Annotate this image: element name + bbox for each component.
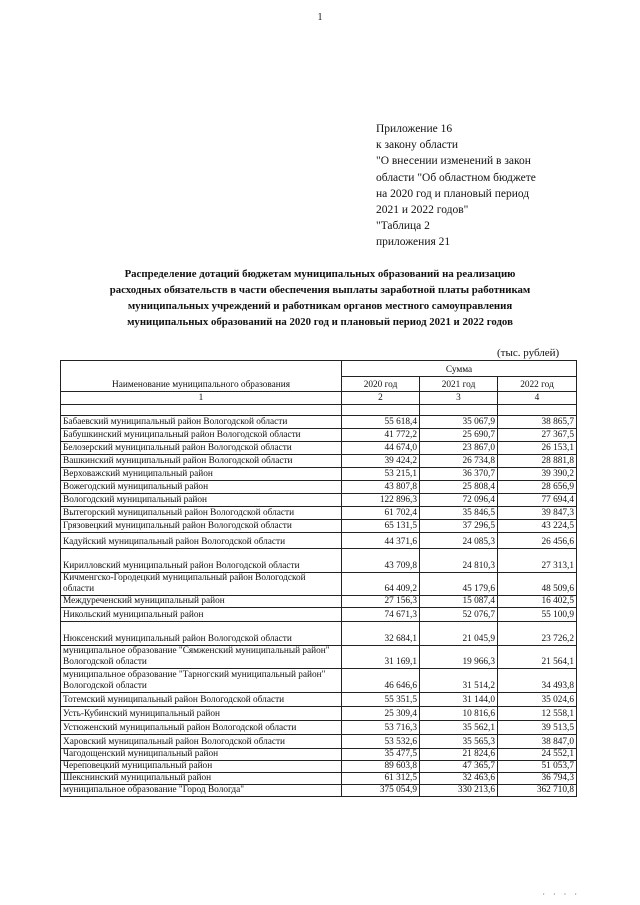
municipality-name: муниципальное образование "Тарногский муниципальный район" Вологодской области: [61, 669, 342, 693]
spacer-cell: [498, 405, 577, 416]
value-2021: 31 514,2: [420, 669, 498, 693]
appendix-line: "Таблица 2: [376, 220, 430, 233]
document-title: [50, 266, 590, 330]
value-2020: 122 896,3: [342, 494, 420, 507]
appendix-line: Приложение 16: [376, 123, 453, 135]
table-row: [61, 468, 577, 481]
value-2020: 41 772,2: [342, 429, 420, 442]
table-row: [61, 749, 577, 761]
appendix-line: к закону области: [376, 139, 459, 152]
value-2021: 24 085,3: [420, 533, 498, 549]
value-2020: 89 603,8: [342, 761, 420, 773]
page-number: 1: [317, 12, 323, 23]
value-2021: 24 810,3: [420, 549, 498, 573]
municipality-name: Кичменгско-Городецкий муниципальный район Вологодской области: [61, 573, 342, 596]
value-2022: 28 656,9: [498, 481, 577, 494]
value-2020: 55 351,5: [342, 693, 420, 707]
value-2020: 31 169,1: [342, 646, 420, 669]
value-2021: 35 067,9: [420, 416, 498, 429]
municipality-name: Белозерский муниципальный район Вологодской области: [61, 442, 342, 455]
value-2020: 46 646,6: [342, 669, 420, 693]
municipality-name: Бабаевский муниципальный район Вологодской области: [61, 416, 342, 429]
value-2020: 44 371,6: [342, 533, 420, 549]
municipality-name: Устюженский муниципальный район Вологодской области: [61, 721, 342, 735]
table-row: [61, 442, 577, 455]
value-2022: 16 402,5: [498, 596, 577, 608]
value-2021: 10 816,6: [420, 707, 498, 721]
value-2022: 38 847,0: [498, 735, 577, 749]
column-index: 2: [342, 392, 420, 405]
appendix-line: области "Об областном бюджете: [376, 171, 536, 184]
table-row: [61, 494, 577, 507]
value-2022: 21 564,1: [498, 646, 577, 669]
value-2022: 48 509,6: [498, 573, 577, 596]
municipality-name: Тотемский муниципальный район Вологодской области: [61, 693, 342, 707]
table-row: [61, 735, 577, 749]
value-2022: 39 513,5: [498, 721, 577, 735]
value-2022: 77 694,4: [498, 494, 577, 507]
appendix-line: "О внесении изменений в закон: [376, 155, 531, 168]
value-2021: 36 370,7: [420, 468, 498, 481]
table-row: [61, 549, 577, 573]
value-2021: 15 087,4: [420, 596, 498, 608]
value-2021: 21 045,9: [420, 622, 498, 646]
municipality-name: Никольский муниципальный район: [61, 608, 342, 622]
value-2022: 51 053,7: [498, 761, 577, 773]
value-2020: 65 131,5: [342, 520, 420, 533]
units-label: (тыс. рублей): [497, 347, 560, 359]
value-2020: 35 477,5: [342, 749, 420, 761]
column-index: 1: [61, 392, 342, 405]
table-row: [61, 707, 577, 721]
value-2021: 35 846,5: [420, 507, 498, 520]
appendix-line: приложения 21: [376, 236, 451, 249]
value-2020: 39 424,2: [342, 455, 420, 468]
value-2021: 47 365,7: [420, 761, 498, 773]
value-2021: 52 076,7: [420, 608, 498, 622]
value-2020: 53 532,6: [342, 735, 420, 749]
header-year-2022: 2022 год: [498, 376, 577, 392]
value-2020: 61 702,4: [342, 507, 420, 520]
municipality-name: Череповецкий муниципальный район: [61, 761, 342, 773]
municipality-name: Вашкинский муниципальный район Вологодской области: [61, 455, 342, 468]
value-2022: 39 390,2: [498, 468, 577, 481]
municipality-name: Кадуйский муниципальный район Вологодской области: [61, 533, 342, 549]
value-2022: 26 456,6: [498, 533, 577, 549]
municipality-name: Нюксенский муниципальный район Вологодской области: [61, 622, 342, 646]
table-row: [61, 429, 577, 442]
municipality-name: муниципальное образование "Сямженский муниципальный район" Вологодской области: [61, 646, 342, 669]
value-2021: 25 690,7: [420, 429, 498, 442]
municipality-name: Харовский муниципальный район Вологодской области: [61, 735, 342, 749]
spacer-cell: [61, 405, 342, 416]
appendix-line: на 2020 год и плановый период: [376, 187, 530, 200]
municipality-name: Чагодощенский муниципальный район: [61, 749, 342, 761]
value-2021: 31 144,0: [420, 693, 498, 707]
value-2022: 55 100,9: [498, 608, 577, 622]
table-row: [61, 622, 577, 646]
value-2020: 375 054,9: [342, 785, 420, 797]
value-2020: 32 684,1: [342, 622, 420, 646]
value-2021: 330 213,6: [420, 785, 498, 797]
table-row: [61, 416, 577, 429]
table-row: [61, 533, 577, 549]
value-2020: 64 409,2: [342, 573, 420, 596]
value-2022: 38 865,7: [498, 416, 577, 429]
value-2022: 362 710,8: [498, 785, 577, 797]
municipality-name: муниципальное образование "Город Вологда": [61, 785, 342, 797]
value-2022: 35 024,6: [498, 693, 577, 707]
table-row: [61, 507, 577, 520]
subsidy-table: [60, 360, 577, 797]
table-body: [61, 416, 577, 797]
table-row: [61, 455, 577, 468]
value-2022: 39 847,3: [498, 507, 577, 520]
municipality-name: Вожегодский муниципальный район: [61, 481, 342, 494]
appendix-line: 2021 и 2022 годов": [376, 204, 469, 217]
value-2021: 37 296,5: [420, 520, 498, 533]
value-2020: 74 671,3: [342, 608, 420, 622]
value-2021: 45 179,6: [420, 573, 498, 596]
value-2021: 72 096,4: [420, 494, 498, 507]
value-2022: 34 493,8: [498, 669, 577, 693]
table-row: [61, 520, 577, 533]
value-2021: 35 565,3: [420, 735, 498, 749]
municipality-name: Кирилловский муниципальный район Вологодской области: [61, 549, 342, 573]
value-2020: 43 709,8: [342, 549, 420, 573]
appendix-reference: [376, 121, 536, 251]
scan-footer-mark: · · · ·: [542, 890, 580, 899]
table-row: [61, 481, 577, 494]
value-2020: 43 807,8: [342, 481, 420, 494]
title-line: муниципальных образований на 2020 год и плановый период 2021 и 2022 годов: [127, 316, 513, 328]
title-line: Распределение дотаций бюджетам муниципальных образований на реализацию: [124, 268, 516, 280]
table-row: [61, 608, 577, 622]
municipality-name: Междуреченский муниципальный район: [61, 596, 342, 608]
spacer-cell: [342, 405, 420, 416]
table-row: [61, 573, 577, 596]
header-year-2020: 2020 год: [342, 376, 420, 392]
value-2021: 35 562,1: [420, 721, 498, 735]
value-2022: 28 881,8: [498, 455, 577, 468]
value-2020: 25 309,4: [342, 707, 420, 721]
value-2022: 12 558,1: [498, 707, 577, 721]
value-2021: 26 734,8: [420, 455, 498, 468]
value-2021: 21 824,6: [420, 749, 498, 761]
header-year-2021: 2021 год: [420, 376, 498, 392]
table-row: [61, 693, 577, 707]
value-2021: 23 867,0: [420, 442, 498, 455]
table-row: [61, 761, 577, 773]
value-2021: 19 966,3: [420, 646, 498, 669]
table-row: [61, 773, 577, 785]
value-2020: 53 716,3: [342, 721, 420, 735]
municipality-name: Вытегорский муниципальный район Вологодской области: [61, 507, 342, 520]
value-2022: 26 153,1: [498, 442, 577, 455]
value-2020: 53 215,1: [342, 468, 420, 481]
table-row: [61, 721, 577, 735]
municipality-name: Вологодский муниципальный район: [61, 494, 342, 507]
spacer-cell: [420, 405, 498, 416]
value-2020: 55 618,4: [342, 416, 420, 429]
table-row: [61, 785, 577, 797]
value-2020: 61 312,5: [342, 773, 420, 785]
title-line: муниципальных учреждений и работникам органов местного самоуправления: [127, 300, 513, 312]
value-2022: 23 726,2: [498, 622, 577, 646]
value-2022: 43 224,5: [498, 520, 577, 533]
value-2021: 25 808,4: [420, 481, 498, 494]
header-sum: Сумма: [342, 361, 577, 377]
value-2022: 24 552,1: [498, 749, 577, 761]
value-2020: 44 674,0: [342, 442, 420, 455]
title-line: расходных обязательств в части обеспечения выплаты заработной платы работникам: [109, 284, 531, 296]
municipality-name: Бабушкинский муниципальный район Вологодской области: [61, 429, 342, 442]
header-municipality: Наименование муниципального образования: [61, 361, 342, 392]
municipality-name: Усть-Кубинский муниципальный район: [61, 707, 342, 721]
value-2022: 36 794,3: [498, 773, 577, 785]
municipality-name: Шекснинский муниципальный район: [61, 773, 342, 785]
table-row: [61, 669, 577, 693]
value-2020: 27 156,3: [342, 596, 420, 608]
value-2022: 27 367,5: [498, 429, 577, 442]
table-row: [61, 646, 577, 669]
value-2022: 27 313,1: [498, 549, 577, 573]
value-2021: 32 463,6: [420, 773, 498, 785]
municipality-name: Верховажский муниципальный район: [61, 468, 342, 481]
column-index: 4: [498, 392, 577, 405]
table-row: [61, 596, 577, 608]
municipality-name: Грязовецкий муниципальный район Вологодской области: [61, 520, 342, 533]
column-index: 3: [420, 392, 498, 405]
